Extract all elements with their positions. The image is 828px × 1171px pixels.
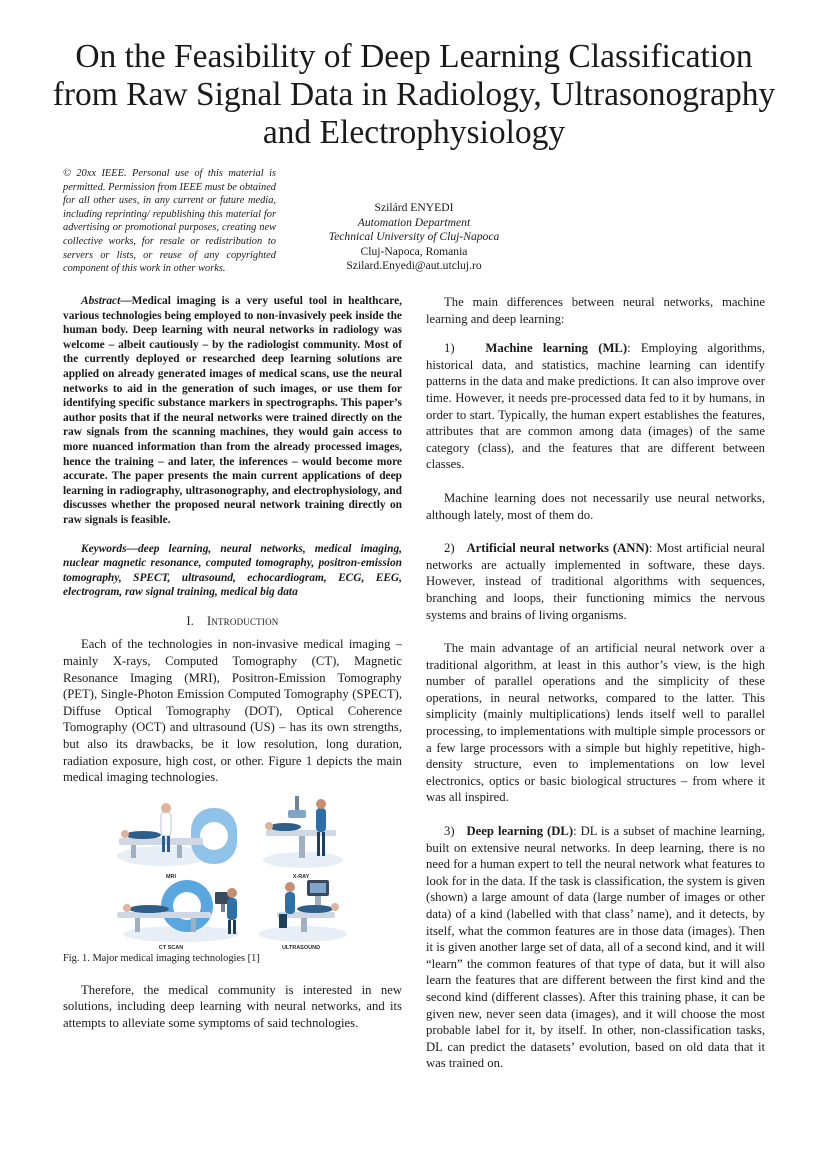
keywords-text: deep learning, neural networks, medical imaging, nuclear magnetic resonance, computed tomography, positron-emission tomography, SPECT, ultrasound, echocardiogram, ECG, EEG, electrogram, raw signal training, medical big data xyxy=(63,542,402,599)
mri-illustration xyxy=(117,794,271,866)
left-column xyxy=(63,294,402,1032)
abstract-label: Abstract xyxy=(81,295,121,307)
introduction-paragraph-2: Therefore, the medical community is interested in new solutions, including deep learning with neural networks, and its attempts to alleviate some symptoms of said technologies. xyxy=(63,982,402,1030)
paper-title: On the Feasibility of Deep Learning Classification from Raw Signal Data in Radiology, Ultrasonography and Electrophysiology xyxy=(52,38,776,151)
figure-label-ct-scan: CT SCAN xyxy=(158,944,184,951)
author-name: Szilárd ENYEDI xyxy=(374,201,454,214)
introduction-paragraph-1: Each of the technologies in non-invasive medical imaging – mainly X-rays, Computed Tomography (CT), Magnetic Resonance Imaging (MRI), Positron-Emission Tomography (PET), Single-Photon Emission Computed Tomography (SPECT), Diffuse Optical Tomography (DOT), Optical Coherence Tomography (OCT) and ultrasound (US) – has its own strengths, but also its drawbacks, be it low resolution, long duration, radiation exposure, high cost, or other. Figure 1 depicts the main medical imaging technologies. xyxy=(63,637,402,785)
xray-illustration xyxy=(263,796,343,868)
keywords-label: Keywords xyxy=(81,542,127,555)
ct-scan-illustration xyxy=(117,880,239,942)
author-department: Automation Department xyxy=(357,215,471,229)
figure-label-ultrasound: ULTRASOUND xyxy=(281,944,321,951)
section-number: I. xyxy=(186,613,195,628)
ann-paragraph-2: The main advantage of an artificial neural network over a traditional algorithm, at least in this author’s view, is the high number of parallel operations and the simplicity of these operations, in neural networks, compared to the latter. This simplicity (mainly multiplications) lends itself well to parallel processing, to implementations with multiple simple processors or a few large processors with a simple but highly repetitive, high-density structure, even to implementations on low level electronics, optics or basic biological structures – from where it was all inspired. xyxy=(426,641,765,805)
author-email[interactable]: Szilard.Enyedi@aut.utcluj.ro xyxy=(346,259,482,273)
list-item-deep-learning: 3) Deep learning (DL): DL is a subset of machine learning, built on extensive neural networks. In deep learning, there is no need for a human expert to tell the neural network what features to look for in the data. If the task is classification, the system is given (shown) a large amount of data (large number of images or other data) of a kind (labelled with that class’ name), and it detects, by itself, what the common features are in those data (images). Then it is given another large set of data, all of a second kind, and it will “learn” the common features of that type of data, but it will also learn the features that are different between the first kind and the second kind (different classes). After this training phase, it can be given new, never seen data (images), and it will choose the most probable label for it, by itself. In other, non-classification tasks, DL can predict the datasets’ evolution, based on old data that it was trained on. xyxy=(426,824,765,1071)
term-machine-learning: Machine learning (ML) xyxy=(485,341,628,356)
right-column xyxy=(426,294,765,1072)
list-item-artificial-neural-networks: 2) Artificial neural networks (ANN): Most artificial neural networks are actually implemented in software, these days. However, instead of traditional algorithms with sequences, branching and loops, their functioning mimics the nervous systems and brains of living organisms. xyxy=(426,541,765,622)
term-deep-learning: Deep learning (DL) xyxy=(466,824,574,839)
figure-1-imaging-technologies xyxy=(63,794,402,952)
copyright-notice: © 20xx IEEE. Personal use of this material is permitted. Permission from IEEE must be obtained for all other uses, in any current or future media, including reprinting/ republishing this material for advertising or promotional purposes, creating new collective works, for resale or redistribution to servers or lists, or reuse of any copyrighted component of this work in other works. xyxy=(63,168,276,275)
figure-1-illustration xyxy=(63,794,402,952)
machine-learning-paragraph-2: Machine learning does not necessarily use neural networks, although lately, most of them do. xyxy=(426,490,765,522)
differences-intro: The main differences between neural networks, machine learning and deep learning: xyxy=(426,295,765,326)
author-block xyxy=(296,201,532,274)
author-university: Technical University of Cluj-Napoca xyxy=(328,230,500,244)
abstract: Abstract—Medical imaging is a very useful tool in healthcare, various technologies being employed to non-invasively peek inside the human body. Deep learning with neural networks in radiology was welcome – albeit cautiously – by the radiologist community. Most of the currently deployed or researched deep learning solutions are applied on already generated images of medical scans, use the neural networks to aid in the generation of such images, or use them for identifying specific substance markers in spectrographs. This paper’s author posits that if the neural networks were trained directly on the raw signals from the scanning machines, they would gain access to more nuanced information than from the already processed images, hence the training – and later, the inferences – would become more accurate. The paper presents the main current applications of deep learning in radiography, ultrasonography, and electrophysiology, and discusses whether the proposed neural network training directly on raw signals is feasible. xyxy=(63,295,402,526)
figure-label-xray: X-RAY xyxy=(292,873,310,880)
author-location: Cluj-Napoca, Romania xyxy=(360,244,468,258)
figure-label-mri: MRI xyxy=(165,873,177,880)
figure-1-caption: Fig. 1. Major medical imaging technologies [1] xyxy=(63,952,260,964)
list-item-machine-learning: 1) Machine learning (ML): Employing algorithms, historical data, and statistics, machine learning can identify patterns in the data and make predictions. It can also improve over time. However, it needs pre-processed data fed to it by humans, in order to start. Typically, the human expert establishes the features, attributes that are common among data (images) of the same category (class), and the features that are different between classes. xyxy=(426,341,766,472)
term-artificial-neural-networks: Artificial neural networks (ANN) xyxy=(466,541,649,556)
ultrasound-illustration xyxy=(259,880,347,942)
abstract-text: Medical imaging is a very useful tool in healthcare, various technologies being employed to non-invasively peek inside the human body. Deep learning with neural networks in radiology was welcome – albeit cautiously – by the radiologist community. Most of the currently deployed or researched deep learning solutions are applied on already generated images of medical scans, use the neural networks to aid in the generation of such images, or use them for identifying specific substance markers in spectrographs. This paper’s author posits that if the neural networks were trained directly on the raw signals from the scanning machines, they would gain access to more nuanced information than from the already processed images, hence the training – and later, the inferences – would become more accurate. The paper presents the main current applications of deep learning in radiography, ultrasonography, and electrophysiology, and discusses whether the proposed neural network training directly on raw signals is feasible. xyxy=(63,295,402,526)
section-heading-introduction xyxy=(63,613,402,630)
section-title: Introduction xyxy=(207,613,279,628)
keywords: Keywords—deep learning, neural networks, medical imaging, nuclear magnetic resonance, computed tomography, positron-emission tomography, SPECT, ultrasound, echocardiogram, ECG, EEG, electrogram, raw signal training, medical big data xyxy=(63,542,402,599)
